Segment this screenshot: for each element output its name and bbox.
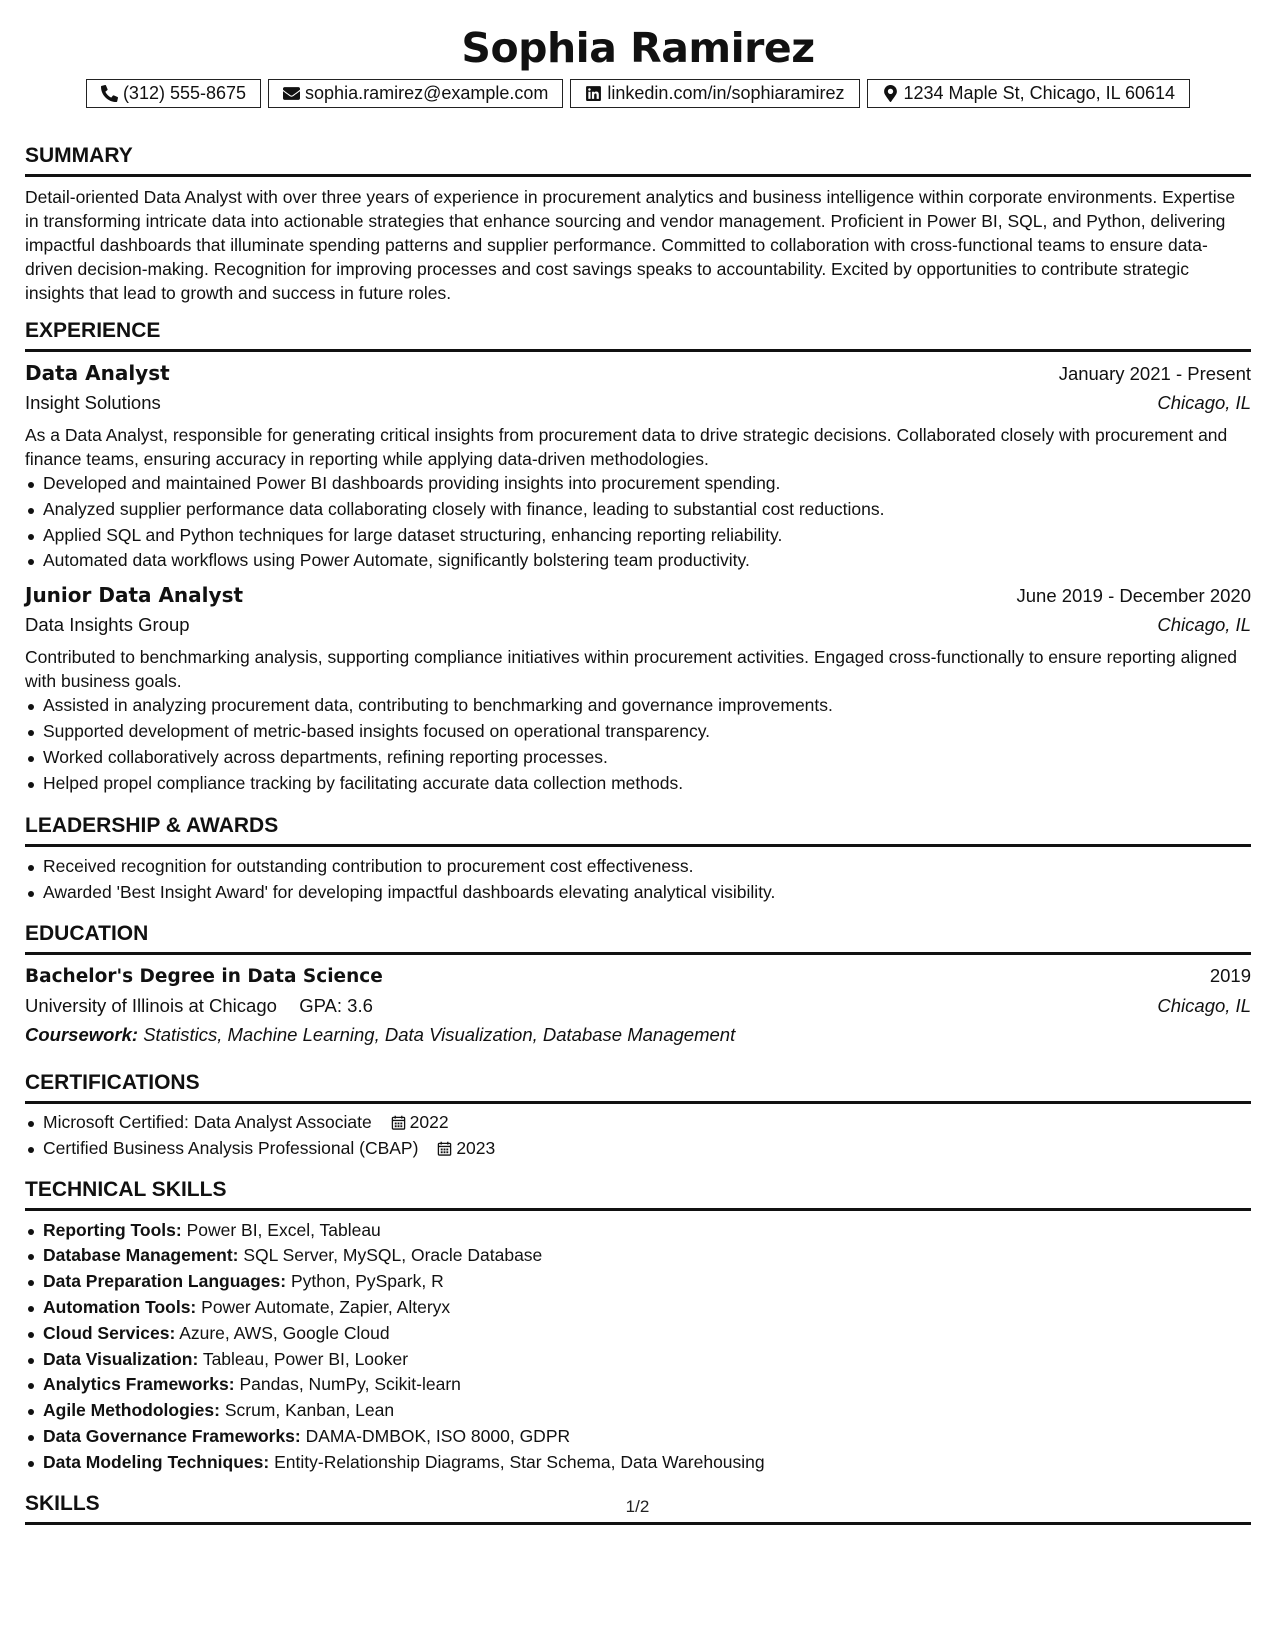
contact-email[interactable] [268,79,563,108]
linkedin-icon [585,85,602,102]
list-item: Developed and maintained Power BI dashboards providing insights into procurement spending. [43,471,1251,497]
resume-page [25,0,1251,1525]
technical-skills-list [25,1218,1251,1476]
list-item [43,1398,1251,1424]
phone-text: (312) 555-8675 [122,83,247,103]
list-item [43,1269,1251,1295]
job-title: Data Analyst [25,361,170,385]
skill-value: Power BI, Excel, Tableau [186,1219,381,1240]
list-item: Helped propel compliance tracking by facilitating accurate data collection methods. [43,771,1251,797]
job-title: Junior Data Analyst [25,583,244,608]
skill-label: Agile Methodologies: [43,1400,220,1421]
list-item [43,1243,1251,1269]
contact-phone[interactable] [86,79,261,108]
list-item [43,1424,1251,1450]
list-item [43,1218,1251,1244]
education-year: 2019 [1209,964,1251,986]
list-item: Supported development of metric-based insights focused on operational transparency. [43,719,1251,745]
job-description: As a Data Analyst, responsible for generating critical insights from procurement data to drive strategic decisions. Collaborated closely with procurement and finance teams, ensuring accuracy in reporting while applying data-driven methodologies. [25,425,1228,469]
job-company: Insight Solutions [25,392,161,413]
skill-value: Azure, AWS, Google Cloud [179,1322,390,1343]
calendar-icon [391,1115,406,1130]
contact-address[interactable] [867,79,1191,108]
skill-label: Data Governance Frameworks: [43,1425,301,1446]
education-gpa: GPA: 3.6 [299,994,373,1016]
education-entry [25,962,1251,1049]
list-item: Received recognition for outstanding contribution to procurement cost effectiveness. [43,854,1251,880]
certifications-list [25,1110,1251,1162]
section-title-certifications: CERTIFICATIONS [25,1071,1251,1104]
skill-value: Pandas, NumPy, Scikit-learn [239,1374,461,1395]
skill-value: Tableau, Power BI, Looker [202,1348,409,1369]
section-title-technical-skills: TECHNICAL SKILLS [25,1178,1251,1211]
list-item: Analyzed supplier performance data collaborating closely with finance, leading to substantial cost reductions. [43,497,1251,523]
cert-year: 2022 [409,1111,449,1132]
envelope-icon [283,85,300,102]
skill-label: Data Preparation Languages: [43,1271,287,1292]
education-coursework [25,1021,1251,1049]
section-title-skills: SKILLS [25,1492,1251,1525]
candidate-name: Sophia Ramirez [461,24,815,72]
skill-label: Database Management: [43,1245,239,1266]
cert-year: 2023 [456,1137,496,1158]
email-text: sophia.ramirez@example.com [305,83,549,103]
job-date: January 2021 - Present [1058,363,1251,384]
list-item: Applied SQL and Python techniques for large dataset structuring, enhancing reporting reliability. [43,523,1251,549]
cert-name: Certified Business Analysis Professional (CBAP) [43,1137,419,1158]
list-item [43,1295,1251,1321]
list-item [43,1372,1251,1398]
job-bullets [25,693,1251,796]
skill-label: Analytics Frameworks: [43,1374,235,1395]
contact-bar [25,79,1251,108]
coursework-text: Statistics, Machine Learning, Data Visualization, Database Management [143,1023,736,1045]
calendar-icon [437,1141,452,1156]
skill-value: Entity-Relationship Diagrams, Star Schema, Data Warehousing [274,1451,765,1472]
section-title-leadership: LEADERSHIP & AWARDS [25,814,1251,847]
list-item: Awarded 'Best Insight Award' for developing impactful dashboards elevating analytical visibility. [43,880,1251,906]
skill-value: DAMA-DMBOK, ISO 8000, GDPR [305,1425,571,1446]
page-number: 1/2 [625,1497,650,1516]
skill-value: Python, PySpark, R [291,1271,444,1292]
section-title-summary: SUMMARY [25,144,1251,177]
list-item: Assisted in analyzing procurement data, contributing to benchmarking and governance improvements. [43,693,1251,719]
coursework-label: Coursework: [25,1023,139,1045]
phone-icon [101,85,118,102]
job-location: Chicago, IL [1157,614,1251,636]
job-entry [25,359,1251,574]
list-item [43,1450,1251,1476]
list-item [43,1347,1251,1373]
list-item [43,1321,1251,1347]
section-title-experience: EXPERIENCE [25,319,1251,352]
skill-label: Reporting Tools: [43,1219,182,1240]
leadership-list [25,854,1251,906]
job-bullets [25,471,1251,574]
education-location: Chicago, IL [1157,994,1251,1016]
list-item: Worked collaboratively across departments, refining reporting processes. [43,745,1251,771]
education-school: University of Illinois at Chicago [25,994,277,1016]
skill-label: Automation Tools: [43,1296,197,1317]
skill-label: Data Modeling Techniques: [43,1451,270,1472]
job-entry [25,581,1251,796]
skill-value: Scrum, Kanban, Lean [224,1400,395,1421]
job-description: Contributed to benchmarking analysis, supporting compliance initiatives within procurement activities. Engaged cross-functionally to ensure reporting aligned with business goals. [25,647,1238,692]
list-item: Automated data workflows using Power Automate, significantly bolstering team productivity. [43,548,1251,574]
job-company: Data Insights Group [25,614,190,636]
map-marker-icon [882,85,899,102]
job-date: June 2019 - December 2020 [1016,585,1251,607]
list-item [43,1136,1251,1162]
skill-label: Data Visualization: [43,1348,199,1369]
linkedin-text: linkedin.com/in/sophiaramirez [607,83,845,103]
job-location: Chicago, IL [1157,392,1251,413]
cert-name: Microsoft Certified: Data Analyst Associate [43,1111,372,1132]
contact-linkedin[interactable] [570,79,859,108]
skill-label: Cloud Services: [43,1322,176,1343]
skill-value: SQL Server, MySQL, Oracle Database [243,1245,543,1266]
list-item [43,1110,1251,1136]
section-title-education: EDUCATION [25,922,1251,955]
education-degree: Bachelor's Degree in Data Science [25,965,383,987]
address-text: 1234 Maple St, Chicago, IL 60614 [903,83,1176,103]
summary-text: Detail-oriented Data Analyst with over three years of experience in procurement analytics and business intelligence within corporate environments. Expertise in transforming intricate data into actionable strategies that enhance sourcing and vendor management. Proficient in Power BI, SQL, and Python, delivering impactful dashboards that illuminate spending patterns and supplier performance. Committed to collaboration with cross-functional teams to ensure data-driven decision-making. Recognition for improving processes and cost savings speaks to accountability. Excited by opportunities to contribute strategic insights that lead to growth and success in future roles. [25,187,1236,303]
skill-value: Power Automate, Zapier, Alteryx [201,1296,451,1317]
